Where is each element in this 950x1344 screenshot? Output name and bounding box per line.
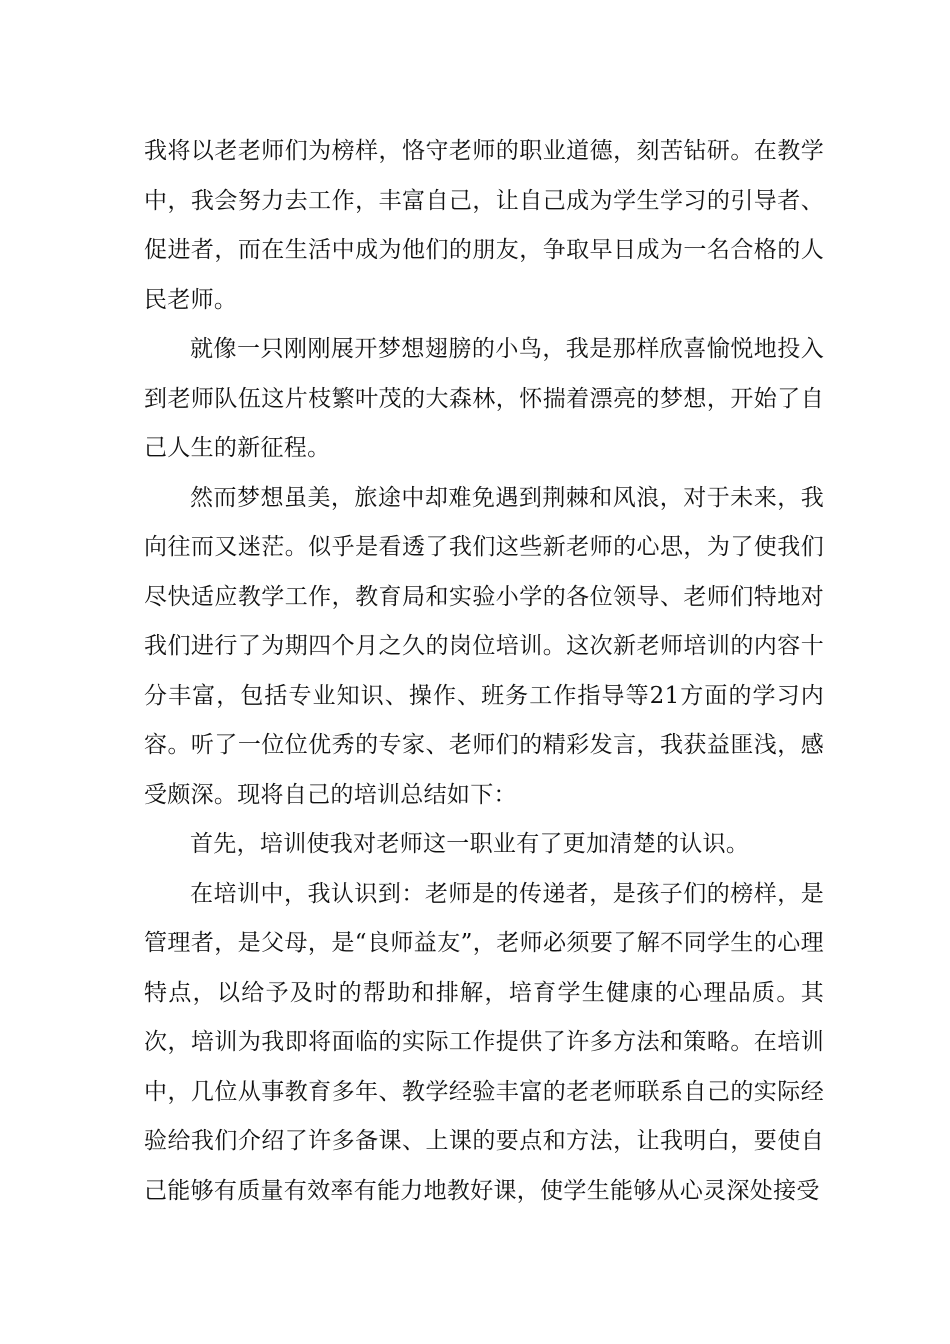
paragraph-5: 在培训中，我认识到：老师是的传递者，是孩子们的榜样，是管理者，是父母，是“良师益友”，老师必须要了解不同学生的心理特点，以给予及时的帮助和排解，培育学生健康的心理品质。其次，培训为我即将面临的实际工作提供了许多方法和策略。在培训中，几位从事教育多年、教学经验丰富的老老师联系自己的实际经验给我们介绍了许多备课、上课的要点和方法，让我明白，要使自己能够有质量有效率有能力地教好课，使学生能够从心灵深处接受 [144,880,824,1204]
body-text [144,127,824,1216]
paragraph-3: 然而梦想虽美，旅途中却难免遇到荆棘和风浪，对于未来，我向往而又迷茫。似乎是看透了我们这些新老师的心思，为了使我们尽快适应教学工作，教育局和实验小学的各位领导、老师们特地对我们进行了为期四个月之久的岗位培训。这次新老师培训的内容十分丰富，包括专业知识、操作、班务工作指导等21方面的学习内容。听了一位位优秀的专家、老师们的精彩发言，我获益匪浅，感受颇深。现将自己的培训总结如下： [144,484,824,808]
paragraph-2: 就像一只刚刚展开梦想翅膀的小鸟，我是那样欣喜愉悦地投入到老师队伍这片枝繁叶茂的大森林，怀揣着漂亮的梦想，开始了自己人生的新征程。 [144,336,824,461]
paragraph-4: 首先，培训使我对老师这一职业有了更加清楚的认识。 [190,831,750,857]
paragraph-1: 我将以老老师们为榜样，恪守老师的职业道德，刻苦钻研。在教学中，我会努力去工作，丰富自己，让自己成为学生学习的引导者、促进者，而在生活中成为他们的朋友，争取早日成为一名合格的人民老师。 [144,138,824,313]
